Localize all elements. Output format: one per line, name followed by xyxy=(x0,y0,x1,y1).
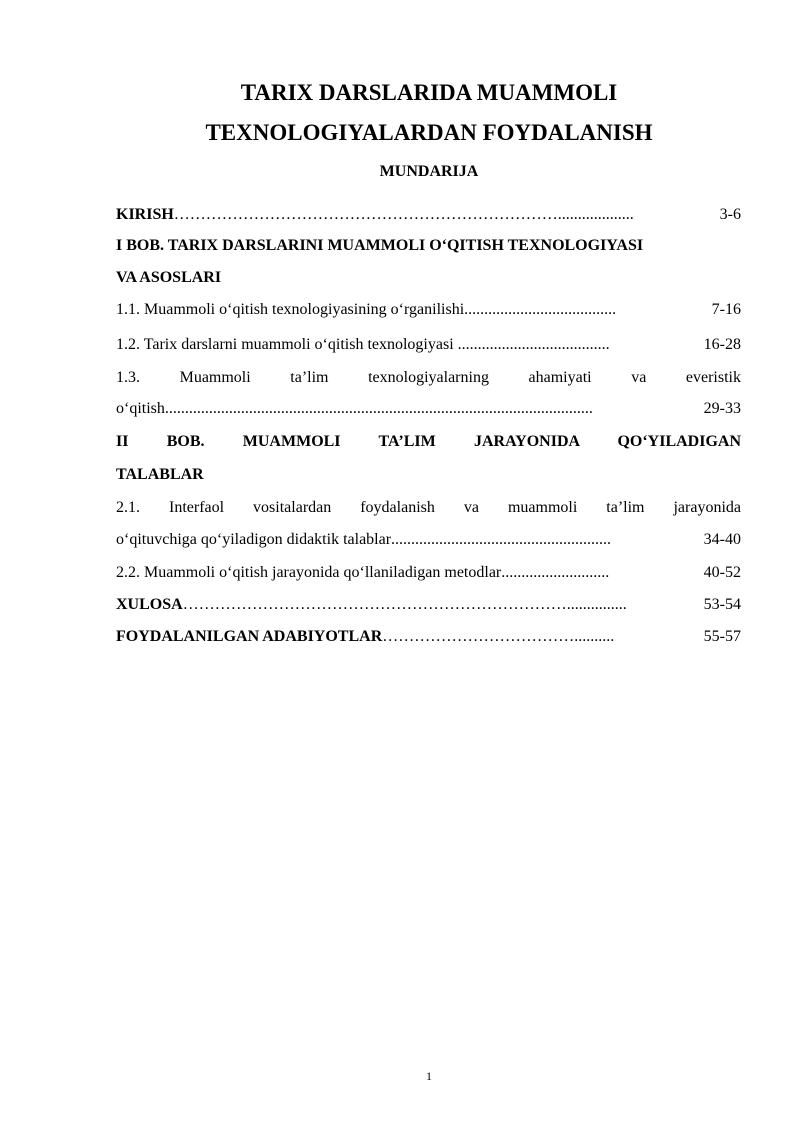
toc-pages: 55-57 xyxy=(703,628,741,645)
toc-label: FOYDALANILGAN ADABIYOTLAR xyxy=(116,628,383,645)
toc-leader: ………………………………………………………………................... xyxy=(173,206,634,223)
toc-label: 1.1. Muammoli o‘qitish texnologiyasining o‘rganilishi xyxy=(116,301,465,318)
toc-pages: 16-28 xyxy=(703,336,741,353)
toc-pages: 34-40 xyxy=(703,531,741,548)
toc-entry-adabiyotlar xyxy=(116,627,741,647)
toc-entry-2-1-line-2 xyxy=(116,530,741,550)
toc-label: o‘qituvchiga qo‘yiladigon didaktik talablar xyxy=(116,531,392,548)
contents-heading: MUNDARIJA xyxy=(379,163,479,180)
toc-leader: ...................................... xyxy=(464,301,617,318)
toc-entry-1-3-line-2 xyxy=(116,399,741,419)
toc-entry-1-2 xyxy=(116,335,741,355)
toc-chapter-1-line-1: I BOB. TARIX DARSLARINI MUAMMOLI O‘QITISH TEXNOLOGIYASI xyxy=(116,237,644,254)
toc-chapter-1-line-2: VA ASOSLARI xyxy=(116,269,222,286)
toc-label: XULOSA xyxy=(116,596,183,613)
toc-pages: 7-16 xyxy=(711,301,741,318)
toc-chapter-2-line-2: TALABLAR xyxy=(116,466,204,483)
toc-label: o‘qitish xyxy=(116,400,165,417)
toc-entry-1-1 xyxy=(116,300,741,320)
toc-label: 1.2. Tarix darslarni muammoli o‘qitish texnologiyasi xyxy=(116,336,458,353)
toc-leader: ………………………………………………………………............... xyxy=(182,596,627,613)
toc-entry-kirish xyxy=(116,205,741,225)
toc-pages: 29-33 xyxy=(703,400,741,417)
page-number: 1 xyxy=(426,1069,432,1083)
toc-entry-xulosa xyxy=(116,595,741,615)
toc-entry-2-2 xyxy=(116,563,741,583)
toc-leader: ....................................................... xyxy=(391,531,612,548)
toc-entry-1-3-line-1: 1.3. Muammoli ta’lim texnologiyalarning ahamiyati va everistik xyxy=(116,369,741,386)
toc-entry-2-1-line-1: 2.1. Interfaol vositalardan foydalanish va muammoli ta’lim jarayonida xyxy=(116,499,741,516)
document-title-line-1: TARIX DARSLARIDA MUAMMOLI xyxy=(240,80,618,105)
toc-leader: ........................... xyxy=(501,564,610,581)
toc-pages: 40-52 xyxy=(703,564,741,581)
toc-pages: 3-6 xyxy=(719,206,741,223)
toc-label: 2.2. Muammoli o‘qitish jarayonida qo‘llaniladigan metodlar xyxy=(116,564,502,581)
toc-label: KIRISH xyxy=(116,206,174,223)
toc-leader: ...................................... xyxy=(457,336,610,353)
toc-pages: 53-54 xyxy=(703,596,741,613)
toc-leader: ……………………………….......... xyxy=(382,628,615,645)
document-title-line-2: TEXNOLOGIYALARDAN FOYDALANISH xyxy=(205,120,653,145)
toc-leader: ........................................................................................................... xyxy=(164,400,593,417)
toc-chapter-2-line-1: II BOB. MUAMMOLI TA’LIM JARAYONIDA QO‘YILADIGAN xyxy=(116,433,741,450)
